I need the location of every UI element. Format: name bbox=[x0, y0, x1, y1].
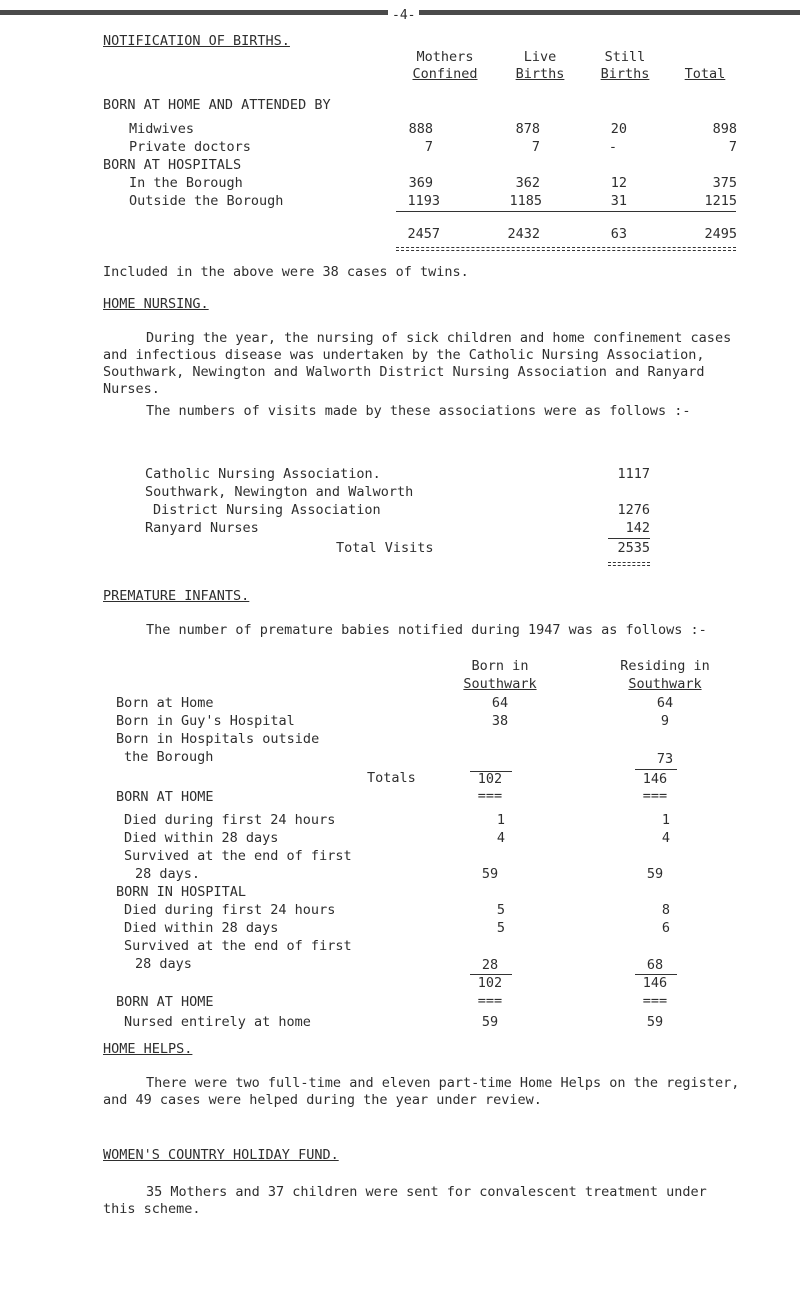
births-double-rule bbox=[396, 247, 736, 251]
home-nursing-paragraph: During the year, the nursing of sick children and home confinement cases and infectious disease was undertaken by the Catholic Nursing Association, Southwark, Newington and Walworth District Nursing Association and Ranyard Nurses. bbox=[103, 330, 732, 397]
premature-cell-residing: 59 bbox=[646, 866, 664, 882]
births-row-label: BORN AT HOSPITALS bbox=[103, 157, 242, 173]
home-helps-heading: HOME HELPS. bbox=[103, 1041, 193, 1057]
col-header-still-2: Births bbox=[600, 66, 650, 82]
births-cell: 362 bbox=[515, 175, 540, 191]
premature-row-label: Born at Home bbox=[116, 695, 214, 711]
premature-row-label: Survived at the end of first bbox=[124, 848, 352, 864]
col-header-mothers-2: Confined bbox=[412, 66, 478, 82]
col-header-mothers-1: Mothers bbox=[416, 49, 474, 65]
premature-cell-born: === bbox=[477, 788, 503, 804]
premature-cell-born: 64 bbox=[491, 695, 509, 711]
premature-cell-residing: 146 bbox=[642, 975, 668, 991]
visits-sum-rule bbox=[608, 538, 650, 539]
premature-row-label: Died during first 24 hours bbox=[124, 902, 336, 918]
premature-cell-residing: === bbox=[642, 993, 668, 1009]
premature-row-label: 28 days. bbox=[135, 866, 201, 882]
premature-row-label: BORN AT HOME bbox=[116, 789, 214, 805]
premature-cell-residing: 59 bbox=[646, 1014, 664, 1030]
births-cell: 898 bbox=[712, 121, 737, 137]
premature-row-label: Died during first 24 hours bbox=[124, 812, 336, 828]
premature-heading: PREMATURE INFANTS. bbox=[103, 588, 250, 604]
visits-intro: The numbers of visits made by these associations were as follows :- bbox=[146, 403, 691, 419]
births-cell: 31 bbox=[610, 193, 627, 209]
page-number: -4- bbox=[388, 8, 419, 23]
premature-cell-residing: 146 bbox=[642, 771, 668, 787]
premature-row-label: Died within 28 days bbox=[124, 920, 279, 936]
births-total-cell: 2432 bbox=[507, 226, 540, 242]
premature-cell-born: 5 bbox=[496, 920, 505, 936]
premature-sum-rule bbox=[635, 769, 677, 770]
col-header-residing-2: Southwark bbox=[628, 676, 702, 692]
visits-double-rule bbox=[608, 562, 650, 566]
visits-value: 1117 bbox=[617, 466, 650, 482]
premature-row-label: the Borough bbox=[124, 749, 214, 765]
premature-cell-born: 102 bbox=[477, 975, 503, 991]
premature-cell-residing: 4 bbox=[661, 830, 670, 846]
visits-label: Ranyard Nurses bbox=[145, 520, 259, 536]
premature-row-label: Born in Guy's Hospital bbox=[116, 713, 295, 729]
premature-cell-residing: 73 bbox=[656, 751, 674, 767]
visits-total-label: Total Visits bbox=[336, 540, 434, 556]
col-header-live-1: Live bbox=[523, 49, 557, 65]
premature-cell-born: 5 bbox=[496, 902, 505, 918]
home-helps-paragraph: There were two full-time and eleven part-time Home Helps on the register, and 49 cases were helped during the year under review. bbox=[103, 1075, 740, 1108]
births-cell: 20 bbox=[610, 121, 627, 137]
col-header-born-2: Southwark bbox=[463, 676, 537, 692]
premature-cell-residing: 68 bbox=[646, 957, 664, 973]
premature-cell-born: 59 bbox=[481, 1014, 499, 1030]
births-total-cell: 2457 bbox=[407, 226, 440, 242]
births-cell: 7 bbox=[728, 139, 737, 155]
col-header-total: Total bbox=[684, 66, 726, 82]
visits-value: 142 bbox=[625, 520, 650, 536]
premature-cell-born: 59 bbox=[481, 866, 499, 882]
births-row-label: BORN AT HOME AND ATTENDED BY bbox=[103, 97, 331, 113]
births-total-cell: 2495 bbox=[704, 226, 737, 242]
visits-total-value: 2535 bbox=[617, 540, 650, 556]
visits-label: Southwark, Newington and Walworth bbox=[145, 484, 414, 500]
premature-row-label: Nursed entirely at home bbox=[124, 1014, 311, 1030]
premature-cell-residing: 1 bbox=[661, 812, 670, 828]
col-header-live-2: Births bbox=[515, 66, 565, 82]
births-sum-rule bbox=[396, 211, 736, 212]
births-row-label: Private doctors bbox=[129, 139, 251, 155]
col-header-born-1: Born in bbox=[471, 658, 529, 674]
premature-row-label: Born in Hospitals outside bbox=[116, 731, 320, 747]
premature-cell-born: 28 bbox=[481, 957, 499, 973]
premature-cell-born: 38 bbox=[491, 713, 509, 729]
premature-cell-born: === bbox=[477, 993, 503, 1009]
births-cell: 1215 bbox=[704, 193, 737, 209]
births-total-cell: 63 bbox=[610, 226, 627, 242]
births-cell: 12 bbox=[610, 175, 627, 191]
births-row-label: In the Borough bbox=[129, 175, 243, 191]
visits-value: 1276 bbox=[617, 502, 650, 518]
premature-cell-residing: === bbox=[642, 788, 668, 804]
twins-note: Included in the above were 38 cases of twins. bbox=[103, 264, 469, 280]
premature-cell-residing: 8 bbox=[661, 902, 670, 918]
births-row-label: Outside the Borough bbox=[129, 193, 284, 209]
visits-label: Catholic Nursing Association. bbox=[145, 466, 381, 482]
births-cell: 369 bbox=[408, 175, 433, 191]
premature-intro: The number of premature babies notified during 1947 was as follows :- bbox=[146, 622, 707, 638]
births-cell: 888 bbox=[408, 121, 433, 137]
premature-row-label: Survived at the end of first bbox=[124, 938, 352, 954]
births-cell: 7 bbox=[424, 139, 433, 155]
births-cell: 878 bbox=[515, 121, 540, 137]
births-row-label: Midwives bbox=[129, 121, 195, 137]
births-cell: 7 bbox=[531, 139, 540, 155]
premature-cell-residing: 9 bbox=[660, 713, 670, 729]
births-cell: 1193 bbox=[407, 193, 440, 209]
births-cell: 375 bbox=[712, 175, 737, 191]
premature-cell-residing: 6 bbox=[661, 920, 670, 936]
premature-row-label: 28 days bbox=[135, 956, 192, 972]
holiday-fund-heading: WOMEN'S COUNTRY HOLIDAY FUND. bbox=[103, 1147, 339, 1163]
births-cell: - bbox=[608, 139, 617, 155]
births-heading: NOTIFICATION OF BIRTHS. bbox=[103, 33, 290, 49]
holiday-fund-paragraph: 35 Mothers and 37 children were sent for convalescent treatment under this scheme. bbox=[103, 1184, 707, 1217]
premature-cell-residing: 64 bbox=[656, 695, 674, 711]
premature-row-label: BORN AT HOME bbox=[116, 994, 214, 1010]
col-header-residing-1: Residing in bbox=[620, 658, 710, 674]
premature-row-label: BORN IN HOSPITAL bbox=[116, 884, 247, 900]
col-header-still-1: Still bbox=[604, 49, 646, 65]
home-nursing-heading: HOME NURSING. bbox=[103, 296, 209, 312]
premature-row-label: Totals bbox=[367, 770, 416, 786]
premature-row-label: Died within 28 days bbox=[124, 830, 279, 846]
premature-cell-born: 102 bbox=[477, 771, 503, 787]
premature-cell-born: 1 bbox=[496, 812, 505, 828]
visits-label: District Nursing Association bbox=[153, 502, 381, 518]
premature-cell-born: 4 bbox=[496, 830, 505, 846]
births-cell: 1185 bbox=[509, 193, 542, 209]
